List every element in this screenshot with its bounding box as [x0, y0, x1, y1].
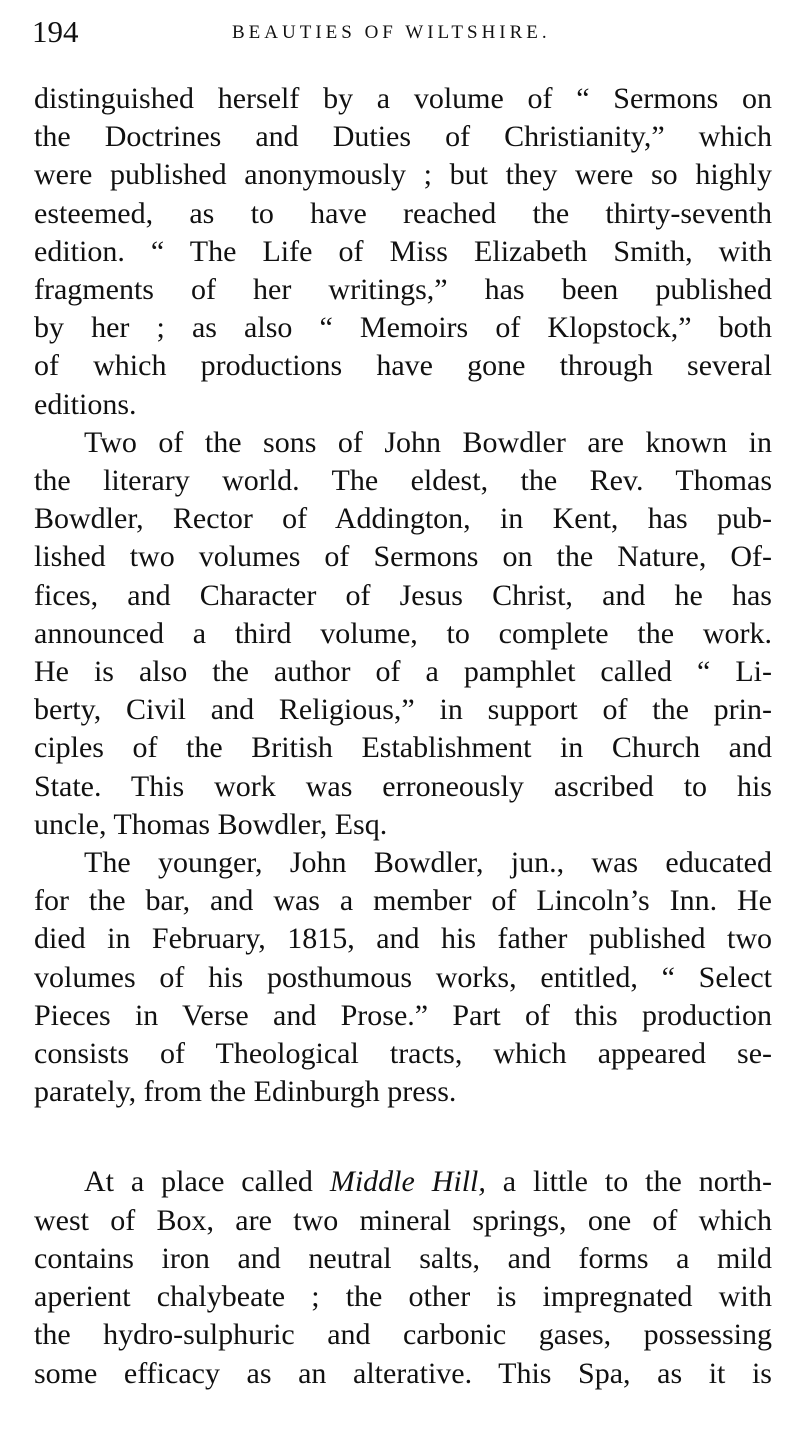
- text-line: Pieces in Verse and Prose.” Part of this production: [34, 998, 772, 1032]
- running-title: BEAUTIES OF WILTSHIRE.: [232, 22, 551, 43]
- text-line: parately, from the Edinburgh press.: [34, 1075, 457, 1109]
- text-line: He is also the author of a pamphlet called “ Li-: [34, 655, 772, 689]
- text-line: [34, 1163, 772, 1201]
- text-line: distinguished herself by a volume of “ Sermons on: [34, 82, 772, 115]
- text-run: At a place called: [84, 1165, 330, 1199]
- text-line: the literary world. The eldest, the Rev. Thomas: [34, 464, 772, 498]
- text-line: west of Box, are two mineral springs, one of which: [34, 1203, 772, 1237]
- paragraph-1: [34, 80, 772, 424]
- text-line: editions.: [34, 387, 137, 421]
- body-text: [34, 80, 772, 1393]
- text-line: lished two volumes of Sermons on the Nature, Of-: [34, 540, 772, 574]
- text-line: esteemed, as to have reached the thirty-seventh: [34, 196, 772, 230]
- text-line: State. This work was erroneously ascribed to his: [34, 769, 772, 803]
- text-line: were published anonymously ; but they were so highly: [34, 158, 772, 192]
- text-line: some efficacy as an alterative. This Spa, as it is: [34, 1356, 772, 1390]
- paragraph-4: [34, 1163, 772, 1392]
- paragraph-2: [34, 424, 772, 844]
- text-line: contains iron and neutral salts, and forms a mild: [34, 1241, 772, 1275]
- text-line: for the bar, and was a member of Lincoln’s Inn. He: [34, 884, 772, 918]
- text-line: Two of the sons of John Bowdler are known in: [84, 425, 772, 459]
- text-line: announced a third volume, to complete the work.: [34, 616, 772, 650]
- text-line: Bowdler, Rector of Addington, in Kent, has pub-: [34, 502, 772, 536]
- running-head: [32, 12, 772, 52]
- text-line: died in February, 1815, and his father published two: [34, 922, 772, 956]
- text-line: the hydro-sulphuric and carbonic gases, possessing: [34, 1318, 772, 1352]
- text-line: the Doctrines and Duties of Christianity,” which: [34, 120, 772, 154]
- place-name-italic: Middle Hill,: [329, 1165, 486, 1199]
- paragraph-3: [34, 844, 772, 1111]
- text-line: volumes of his posthumous works, entitled, “ Select: [34, 960, 772, 994]
- page-number: 194: [32, 14, 79, 49]
- text-line: aperient chalybeate ; the other is impregnated with: [34, 1280, 772, 1314]
- text-run: a little to the north-: [485, 1165, 773, 1199]
- text-line: The younger, John Bowdler, jun., was educated: [84, 846, 772, 880]
- text-line: uncle, Thomas Bowdler, Esq.: [34, 807, 388, 841]
- text-line: of which productions have gone through several: [34, 349, 772, 383]
- text-line: fragments of her writings,” has been published: [34, 273, 772, 307]
- text-line: consists of Theological tracts, which appeared se-: [34, 1037, 772, 1071]
- text-line: edition. “ The Life of Miss Elizabeth Smith, with: [34, 234, 772, 268]
- text-line: berty, Civil and Religious,” in support of the prin-: [34, 693, 772, 727]
- section-gap: [34, 1111, 772, 1163]
- text-line: by her ; as also “ Memoirs of Klopstock,” both: [34, 311, 772, 345]
- text-line: fices, and Character of Jesus Christ, and he has: [34, 578, 772, 612]
- text-line: ciples of the British Establishment in Church and: [34, 731, 772, 765]
